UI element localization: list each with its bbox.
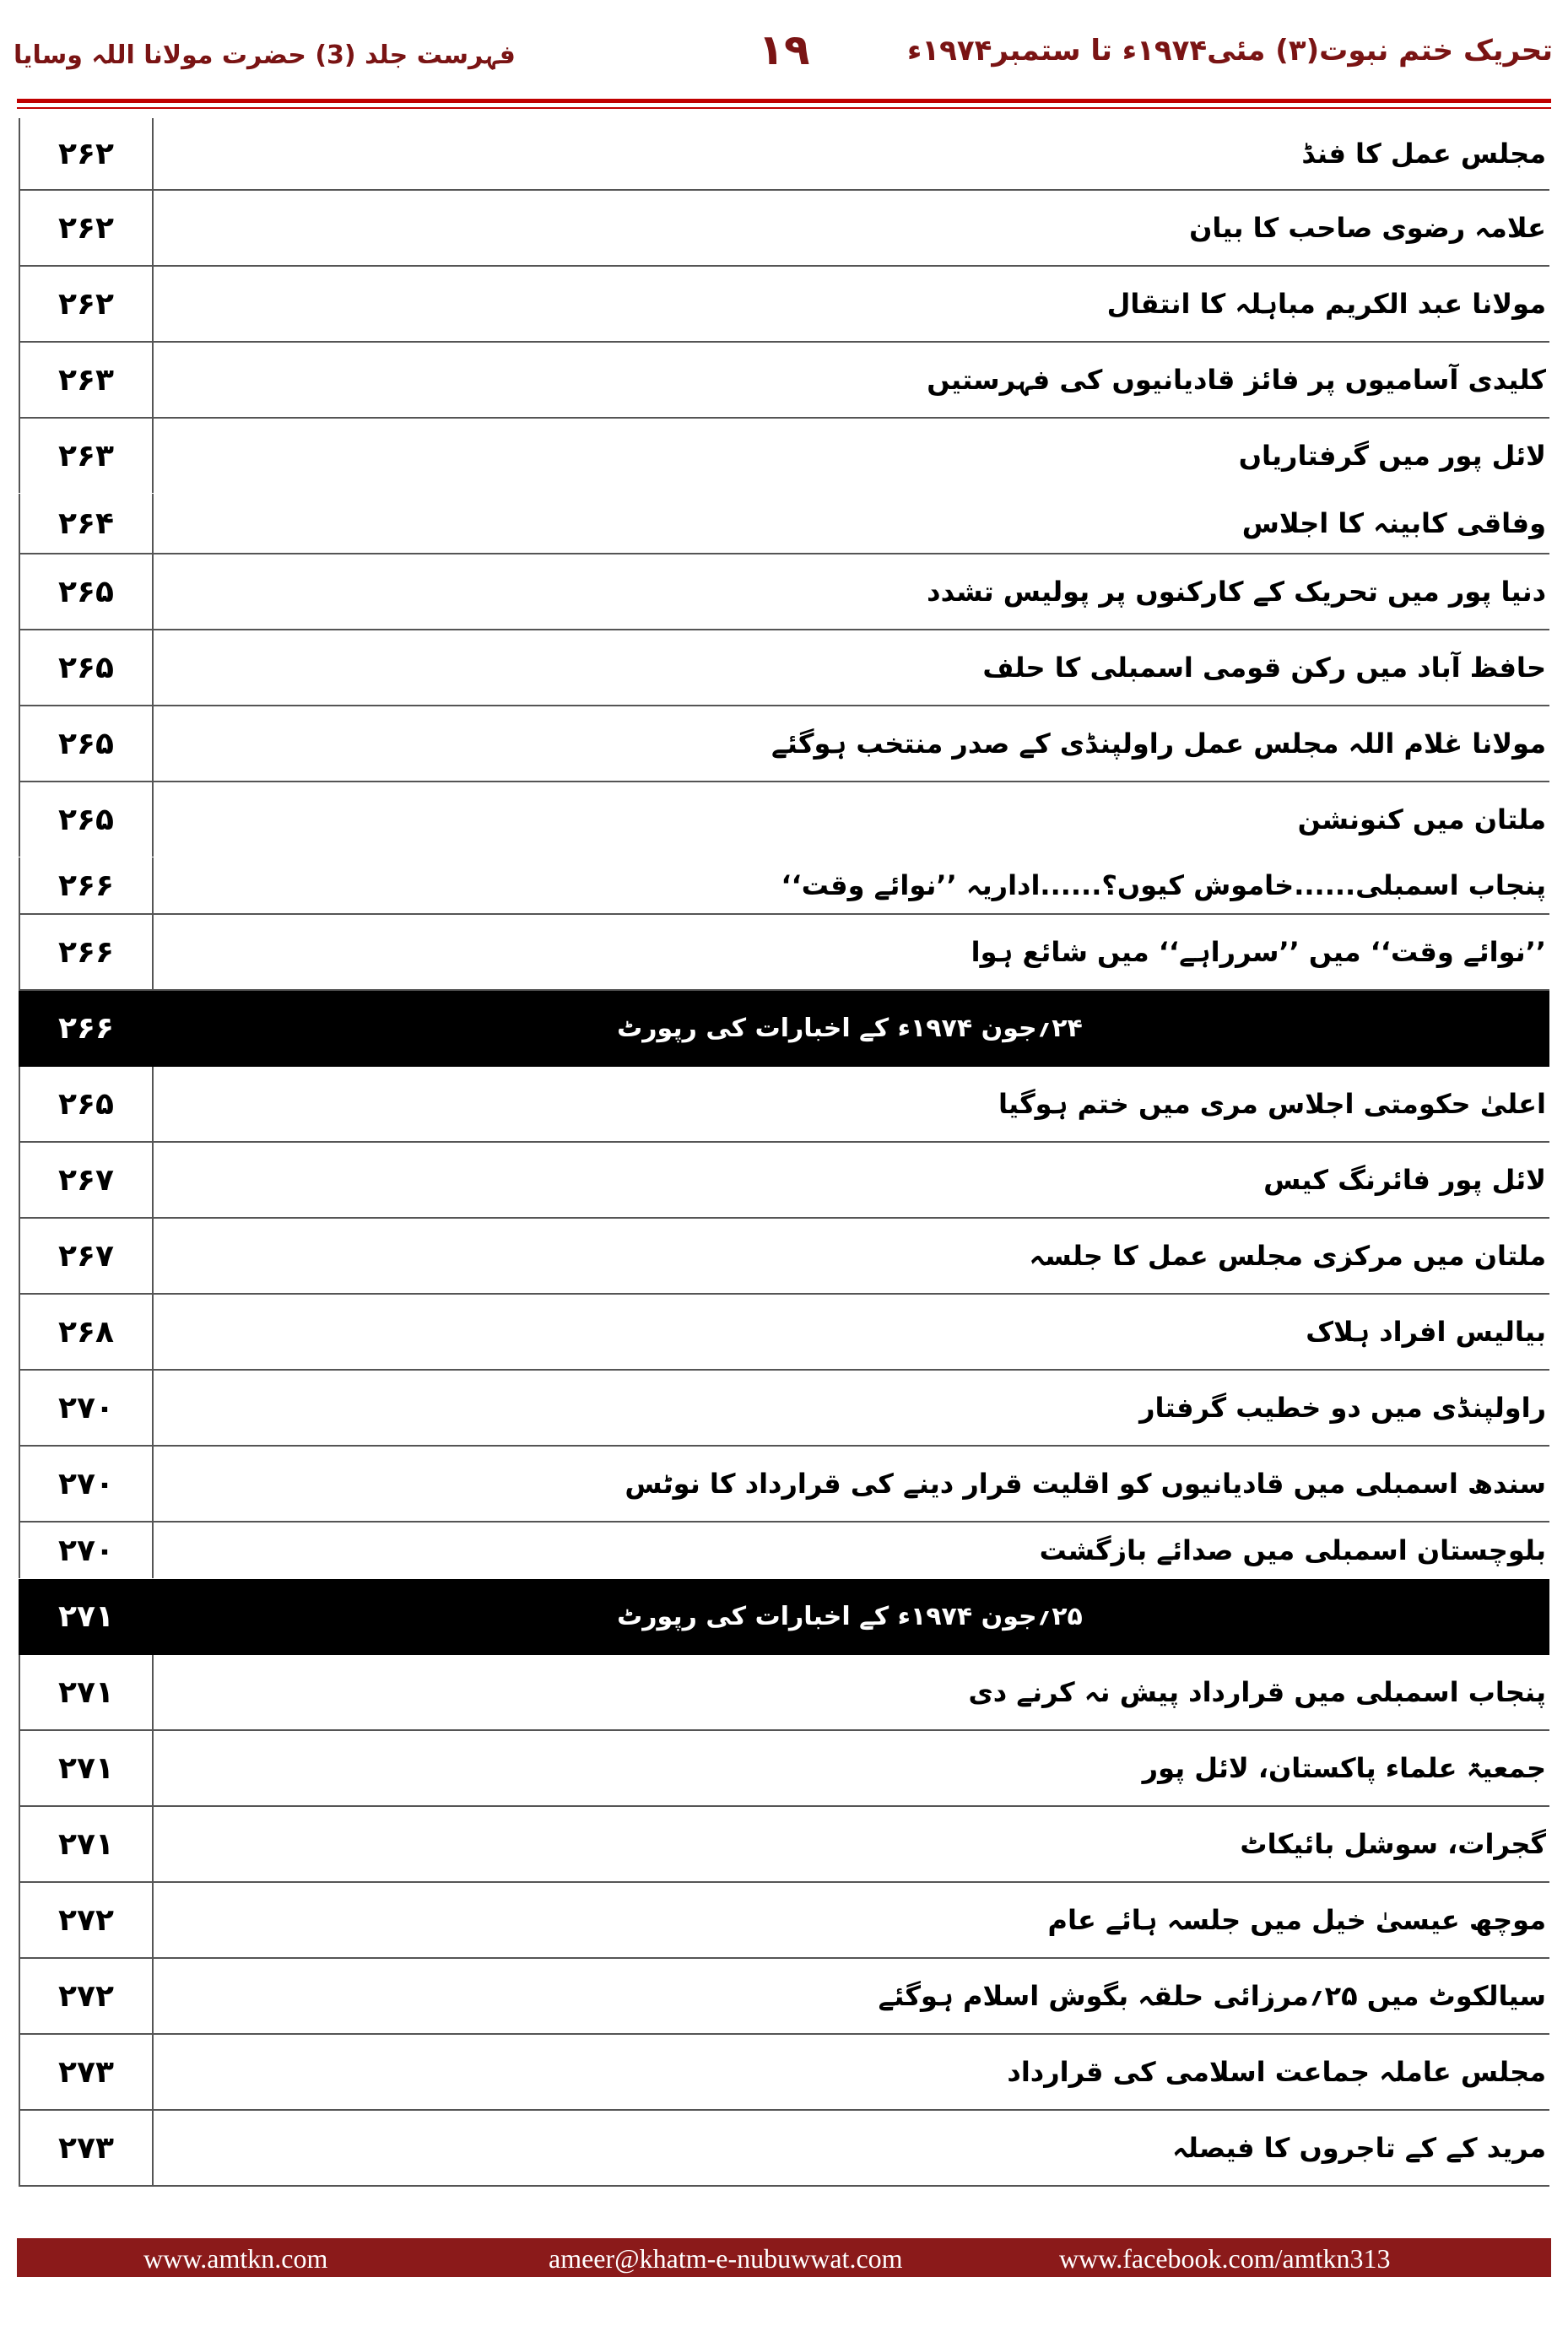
toc-entry-title: دنیا پور میں تحریک کے کارکنوں پر پولیس تشدد — [927, 576, 1546, 608]
toc-page-number: ۲۶۲ — [19, 267, 154, 341]
toc-entry — [19, 706, 1549, 782]
toc-entry-title: کلیدی آسامیوں پر فائز قادیانیوں کی فہرستیں — [927, 364, 1546, 396]
toc-entry — [19, 1371, 1549, 1447]
toc-page-number: ۲۶۳ — [19, 343, 154, 417]
table-of-contents — [19, 118, 1549, 2187]
toc-section-heading — [19, 991, 1549, 1067]
toc-page-number: ۲۶۵ — [19, 706, 154, 781]
toc-page-number: ۲۶۶ — [19, 915, 154, 989]
toc-page-number: ۲۶۵ — [19, 1067, 154, 1141]
toc-entry-title: اعلیٰ حکومتی اجلاس مری میں ختم ہوگیا — [998, 1088, 1546, 1120]
toc-entry — [19, 915, 1549, 991]
toc-entry-title: وفاقی کابینہ کا اجلاس — [1241, 507, 1546, 539]
toc-entry — [19, 343, 1549, 419]
toc-page-number: ۲۷۱ — [19, 1655, 154, 1729]
toc-entry — [19, 2035, 1549, 2111]
header-divider-thin — [17, 107, 1551, 109]
toc-entry — [19, 1295, 1549, 1371]
page-footer — [17, 2238, 1551, 2277]
email-link[interactable]: ameer@khatm-e-nubuwwat.com — [549, 2243, 903, 2274]
toc-page-number: ۲۶۲ — [19, 118, 154, 189]
toc-entry-title: پنجاب اسمبلی......خاموش کیوں؟......اداریہ ’’نوائے وقت‘‘ — [781, 869, 1546, 901]
header-divider-thick — [17, 99, 1551, 103]
toc-entry-title: بیالیس افراد ہلاک — [1306, 1316, 1546, 1348]
toc-entry-title: مولانا غلام اللہ مجلس عمل راولپنڈی کے صدر منتخب ہوگئے — [771, 727, 1546, 760]
toc-entry — [19, 1523, 1549, 1579]
toc-entry — [19, 1731, 1549, 1807]
toc-entry — [19, 630, 1549, 706]
toc-entry-title: مجلس عاملہ جماعت اسلامی کی قرارداد — [1007, 2056, 1546, 2088]
toc-page-number: ۲۶۶ — [19, 991, 154, 1065]
toc-page-number: ۲۷۱ — [19, 1807, 154, 1881]
toc-entry-title: مجلس عمل کا فنڈ — [1301, 138, 1546, 170]
toc-entry-title: ۲۵؍جون ۱۹۷۴ء کے اخبارات کی رپورٹ — [617, 1601, 1083, 1631]
toc-page-number: ۲۶۵ — [19, 554, 154, 629]
toc-page-number: ۲۷۰ — [19, 1523, 154, 1578]
toc-page-number: ۲۷۱ — [19, 1579, 154, 1653]
website-link[interactable]: www.amtkn.com — [143, 2243, 328, 2274]
toc-entry — [19, 1143, 1549, 1219]
toc-entry — [19, 494, 1549, 554]
toc-page-number: ۲۷۲ — [19, 1883, 154, 1957]
volume-index-title: فہرست جلد (3) حضرت مولانا اللہ وسایا — [14, 41, 516, 70]
toc-page-number: ۲۶۷ — [19, 1143, 154, 1217]
toc-entry-title: بلوچستان اسمبلی میں صدائے بازگشت — [1039, 1534, 1546, 1566]
toc-entry — [19, 267, 1549, 343]
toc-page-number: ۲۷۳ — [19, 2035, 154, 2109]
toc-entry-title: راولپنڈی میں دو خطیب گرفتار — [1139, 1392, 1546, 1424]
toc-entry — [19, 1447, 1549, 1523]
book-title: تحریک ختم نبوت(۳) مئی۱۹۷۴ء تا ستمبر۱۹۷۴ء — [906, 34, 1553, 68]
toc-entry-title: پنجاب اسمبلی میں قرارداد پیش نہ کرنے دی — [968, 1676, 1546, 1708]
toc-entry-title: علامہ رضوی صاحب کا بیان — [1189, 212, 1546, 244]
toc-entry — [19, 1067, 1549, 1143]
toc-section-heading — [19, 1579, 1549, 1655]
toc-entry-title: ’’نوائے وقت‘‘ میں ’’سرراہے‘‘ میں شائع ہوا — [971, 936, 1546, 968]
toc-entry-title: ۲۴؍جون ۱۹۷۴ء کے اخبارات کی رپورٹ — [617, 1013, 1083, 1043]
facebook-link[interactable]: www.facebook.com/amtkn313 — [1059, 2243, 1391, 2274]
toc-page-number: ۲۶۲ — [19, 191, 154, 265]
toc-entry — [19, 419, 1549, 494]
toc-entry — [19, 857, 1549, 915]
toc-entry-title: ملتان میں مرکزی مجلس عمل کا جلسہ — [1029, 1240, 1546, 1272]
toc-entry — [19, 782, 1549, 857]
toc-entry — [19, 554, 1549, 630]
toc-entry-title: مولانا عبد الکریم مباہلہ کا انتقال — [1106, 288, 1546, 320]
toc-entry — [19, 2111, 1549, 2187]
toc-page-number: ۲۶۴ — [19, 494, 154, 553]
page-header — [0, 0, 1568, 101]
toc-entry — [19, 1959, 1549, 2035]
toc-entry-title: ملتان میں کنونشن — [1297, 803, 1546, 836]
toc-entry-title: لائل پور میں گرفتاریاں — [1238, 440, 1546, 472]
toc-page-number: ۲۶۷ — [19, 1219, 154, 1293]
toc-page-number: ۲۷۲ — [19, 1959, 154, 2033]
toc-page-number: ۲۷۱ — [19, 1731, 154, 1805]
page-number: ۱۹ — [758, 25, 810, 74]
toc-entry — [19, 1883, 1549, 1959]
toc-entry — [19, 1807, 1549, 1883]
toc-entry — [19, 1655, 1549, 1731]
toc-page-number: ۲۶۳ — [19, 419, 154, 493]
toc-entry-title: مرید کے کے تاجروں کا فیصلہ — [1172, 2132, 1546, 2164]
toc-entry-title: لائل پور فائرنگ کیس — [1263, 1164, 1546, 1196]
toc-entry-title: سیالکوٹ میں ۲۵؍مرزائی حلقہ بگوش اسلام ہوگئے — [878, 1980, 1546, 2012]
toc-page-number: ۲۶۸ — [19, 1295, 154, 1369]
toc-page-number: ۲۷۰ — [19, 1447, 154, 1521]
toc-entry — [19, 1219, 1549, 1295]
toc-page-number: ۲۷۰ — [19, 1371, 154, 1445]
toc-entry-title: گجرات، سوشل بائیکاٹ — [1240, 1828, 1546, 1860]
toc-page-number: ۲۶۵ — [19, 782, 154, 857]
toc-entry — [19, 191, 1549, 267]
toc-entry-title: جمعیۃ علماء پاکستان، لائل پور — [1142, 1752, 1546, 1784]
toc-entry — [19, 118, 1549, 191]
toc-entry-title: موچھ عیسیٰ خیل میں جلسہ ہائے عام — [1047, 1904, 1546, 1936]
toc-page-number: ۲۷۳ — [19, 2111, 154, 2185]
toc-page-number: ۲۶۵ — [19, 630, 154, 705]
toc-page-number: ۲۶۶ — [19, 857, 154, 913]
toc-entry-title: سندھ اسمبلی میں قادیانیوں کو اقلیت قرار دینے کی قرارداد کا نوٹس — [624, 1468, 1546, 1500]
toc-entry-title: حافظ آباد میں رکن قومی اسمبلی کا حلف — [982, 652, 1546, 684]
